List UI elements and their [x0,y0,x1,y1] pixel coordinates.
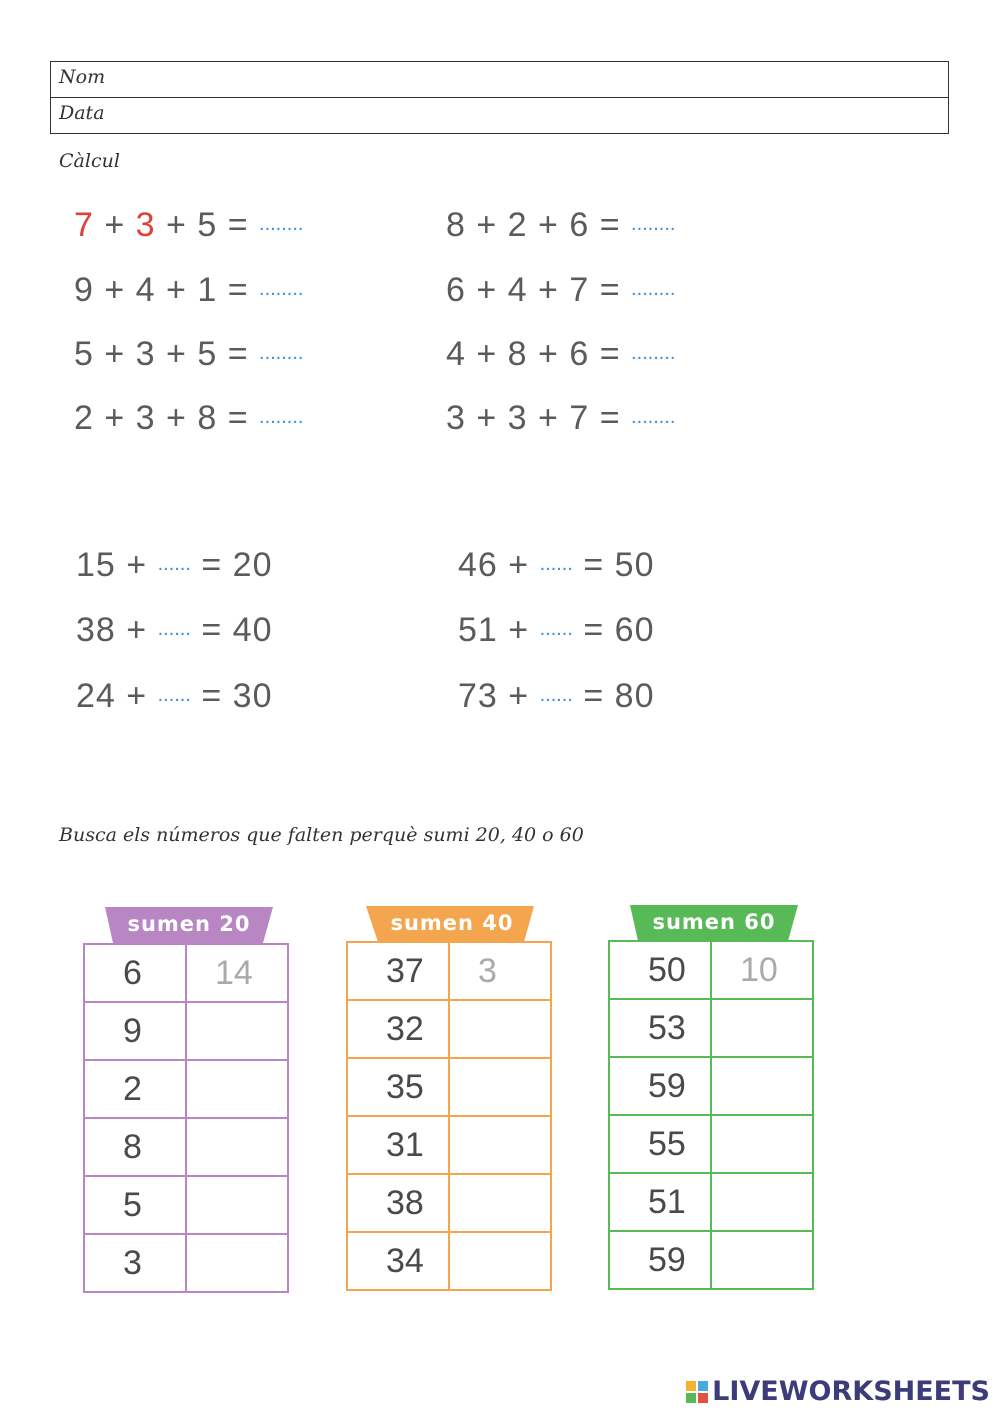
answer-cell[interactable]: 14 [186,944,288,1002]
total-number: 50 [614,546,655,584]
given-number: 32 [347,1000,449,1058]
given-number: 34 [347,1232,449,1290]
addend-b: 2 [507,206,528,244]
sum-row-2: 9 + 4 + 1 = ........ [74,271,304,309]
sum-row-7: 4 + 8 + 6 = ........ [446,335,676,373]
addend-c: 7 [569,399,590,437]
sum-row-6: 6 + 4 + 7 = ........ [446,271,676,309]
given-number: 59 [609,1231,711,1289]
given-number: 9 [84,1002,186,1060]
answer-cell[interactable] [711,1115,813,1173]
table-grid [346,941,552,1291]
table-row [347,1174,551,1232]
answer-cell[interactable] [449,1116,551,1174]
start-number: 38 [76,611,116,649]
addend-c: 6 [569,335,590,373]
answer-blank[interactable]: ........ [259,278,304,300]
answer-cell[interactable] [449,1174,551,1232]
answer-cell[interactable]: 10 [711,941,813,999]
answer-cell[interactable] [711,999,813,1057]
sum-table-20 [83,905,295,1305]
given-number: 55 [609,1115,711,1173]
addend-c: 5 [197,206,218,244]
start-number: 73 [458,677,498,715]
answer-blank[interactable]: ........ [631,342,676,364]
addend-c: 6 [569,206,590,244]
table-row [347,1116,551,1174]
given-number: 8 [84,1118,186,1176]
total-number: 60 [614,611,655,649]
start-number: 46 [458,546,498,584]
answer-cell[interactable] [186,1176,288,1234]
sum-row-5: 8 + 2 + 6 = ........ [446,206,676,244]
complete-row-1: 15 + ...... = 20 [76,546,273,584]
table-row [609,1173,813,1231]
table-row [609,1057,813,1115]
given-number: 37 [347,942,449,1000]
given-number: 6 [84,944,186,1002]
answer-cell[interactable] [449,1000,551,1058]
addend-c: 7 [569,271,590,309]
given-number: 3 [84,1234,186,1292]
logo-text: LIVEWORKSHEETS [712,1376,990,1407]
table-row [84,1060,288,1118]
given-number: 31 [347,1116,449,1174]
answer-blank[interactable]: ...... [539,553,573,575]
total-number: 20 [232,546,273,584]
table-row [84,1234,288,1292]
start-number: 15 [76,546,116,584]
answer-blank[interactable]: ...... [539,618,573,640]
sum-table-60 [608,903,820,1303]
table-row [347,1000,551,1058]
addend-b: 8 [507,335,528,373]
answer-cell[interactable] [449,1058,551,1116]
answer-blank[interactable]: ........ [259,342,304,364]
table-grid [608,940,814,1290]
addend-b: 3 [135,335,156,373]
logo-square-v [686,1393,696,1403]
given-number: 50 [609,941,711,999]
addend-c: 5 [197,335,218,373]
answer-cell[interactable] [186,1060,288,1118]
table-title: sumen 60 [652,910,776,934]
given-number: 35 [347,1058,449,1116]
answer-blank[interactable]: ........ [631,406,676,428]
answer-blank[interactable]: ........ [259,213,304,235]
given-number: 5 [84,1176,186,1234]
start-number: 24 [76,677,116,715]
table-row [347,942,551,1000]
table-row [347,1232,551,1290]
table-title: sumen 40 [390,911,514,935]
table-row [609,1231,813,1289]
addend-b: 3 [507,399,528,437]
total-number: 80 [614,677,655,715]
complete-row-4: 46 + ...... = 50 [458,546,655,584]
addend-c: 8 [197,399,218,437]
given-number: 59 [609,1057,711,1115]
sum-row-4: 2 + 3 + 8 = ........ [74,399,304,437]
total-number: 40 [232,611,273,649]
date-row[interactable] [51,97,948,132]
sum-table-40 [346,904,558,1304]
student-info-box [50,61,949,134]
name-label: Nom [59,66,106,88]
instruction-text: Busca els números que falten perquè sumi 20, 40 o 60 [59,824,584,846]
name-row[interactable] [51,62,948,97]
addend-a: 9 [74,271,94,309]
answer-cell[interactable]: 3 [449,942,551,1000]
addend-a: 5 [74,335,94,373]
addend-c: 1 [197,271,218,309]
logo-square-e [698,1393,708,1403]
answer-blank[interactable]: ........ [259,406,304,428]
sum-row-3: 5 + 3 + 5 = ........ [74,335,304,373]
addend-b: 3 [135,206,156,244]
answer-blank[interactable]: ...... [157,553,191,575]
sum-row-1: 7 + 3 + 5 = ........ [74,206,304,244]
logo-square-i [698,1381,708,1391]
complete-row-2: 38 + ...... = 40 [76,611,273,649]
answer-blank[interactable]: ........ [631,213,676,235]
given-number: 38 [347,1174,449,1232]
addend-b: 4 [135,271,156,309]
answer-cell[interactable] [711,1231,813,1289]
addend-a: 6 [446,271,466,309]
answer-blank[interactable]: ...... [539,684,573,706]
answer-cell[interactable] [186,1118,288,1176]
table-row [609,941,813,999]
given-number: 2 [84,1060,186,1118]
start-number: 51 [458,611,498,649]
table-grid [83,943,289,1293]
answer-blank[interactable]: ...... [157,684,191,706]
liveworksheets-logo[interactable] [686,1376,990,1407]
table-row [609,999,813,1057]
logo-square-l [686,1381,696,1391]
given-number: 53 [609,999,711,1057]
addend-b: 3 [135,399,156,437]
answer-blank[interactable]: ...... [157,618,191,640]
addend-a: 2 [74,399,94,437]
answer-cell[interactable] [186,1234,288,1292]
table-row [84,944,288,1002]
table-title: sumen 20 [127,912,251,936]
answer-cell[interactable] [449,1232,551,1290]
table-row [84,1002,288,1060]
given-number: 51 [609,1173,711,1231]
table-row [84,1176,288,1234]
table-row [609,1115,813,1173]
addend-a: 8 [446,206,466,244]
table-row [347,1058,551,1116]
addend-a: 3 [446,399,466,437]
answer-blank[interactable]: ........ [631,278,676,300]
addend-b: 4 [507,271,528,309]
total-number: 30 [232,677,273,715]
sum-row-8: 3 + 3 + 7 = ........ [446,399,676,437]
addend-a: 7 [74,206,94,244]
logo-icon [686,1381,708,1403]
answer-cell[interactable] [711,1173,813,1231]
section-title: Càlcul [59,150,120,172]
addend-a: 4 [446,335,466,373]
answer-cell[interactable] [711,1057,813,1115]
complete-row-5: 51 + ...... = 60 [458,611,655,649]
answer-cell[interactable] [186,1002,288,1060]
complete-row-6: 73 + ...... = 80 [458,677,655,715]
table-row [84,1118,288,1176]
complete-row-3: 24 + ...... = 30 [76,677,273,715]
date-label: Data [59,102,105,124]
